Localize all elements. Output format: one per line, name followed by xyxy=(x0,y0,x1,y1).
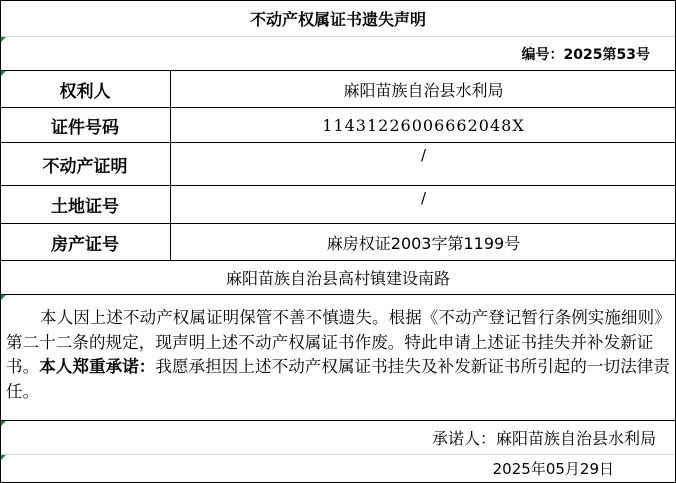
value-owner: 麻阳苗族自治县水利局 xyxy=(343,80,504,100)
signer-line: 承诺人：麻阳苗族自治县水利局 xyxy=(431,429,656,448)
value-id-number: 11431226006662048X xyxy=(322,115,525,135)
document-number: 编号：2025第53号 xyxy=(521,46,650,63)
label-house-certificate: 房产证号 xyxy=(51,234,119,255)
statement-emphasis: 本人郑重承诺： xyxy=(39,357,156,376)
label-id-number: 证件号码 xyxy=(51,117,119,138)
statement-text: 本人因上述不动产权属证明保管不善不慎遗失。根据《不动产登记暂行条例实施细则》第二十二条的规定，现声明上述不动产权属证书作废。特此申请上述证书挂失并补发新证书。 xyxy=(6,308,671,376)
label-property-certificate: 不动产证明 xyxy=(42,156,128,177)
signature-date: 2025年05月29日 xyxy=(492,460,614,478)
value-property-certificate: / xyxy=(420,146,427,164)
label-owner: 权利人 xyxy=(59,81,111,102)
value-land-certificate: / xyxy=(420,189,427,207)
statement-commitment: 我愿承担因上述不动产权属证书挂失及补发新证书所引起的一切法律责任。 xyxy=(6,357,671,401)
cell-marker-icon xyxy=(1,295,6,300)
document-title: 不动产权属证书遗失声明 xyxy=(249,10,426,29)
row-divider xyxy=(0,294,676,295)
statement-paragraph xyxy=(6,306,672,404)
property-address: 麻阳苗族自治县高村镇建设南路 xyxy=(225,269,450,288)
value-house-certificate: 麻房权证2003字第1199号 xyxy=(326,233,521,253)
label-land-certificate: 土地证号 xyxy=(51,197,119,217)
